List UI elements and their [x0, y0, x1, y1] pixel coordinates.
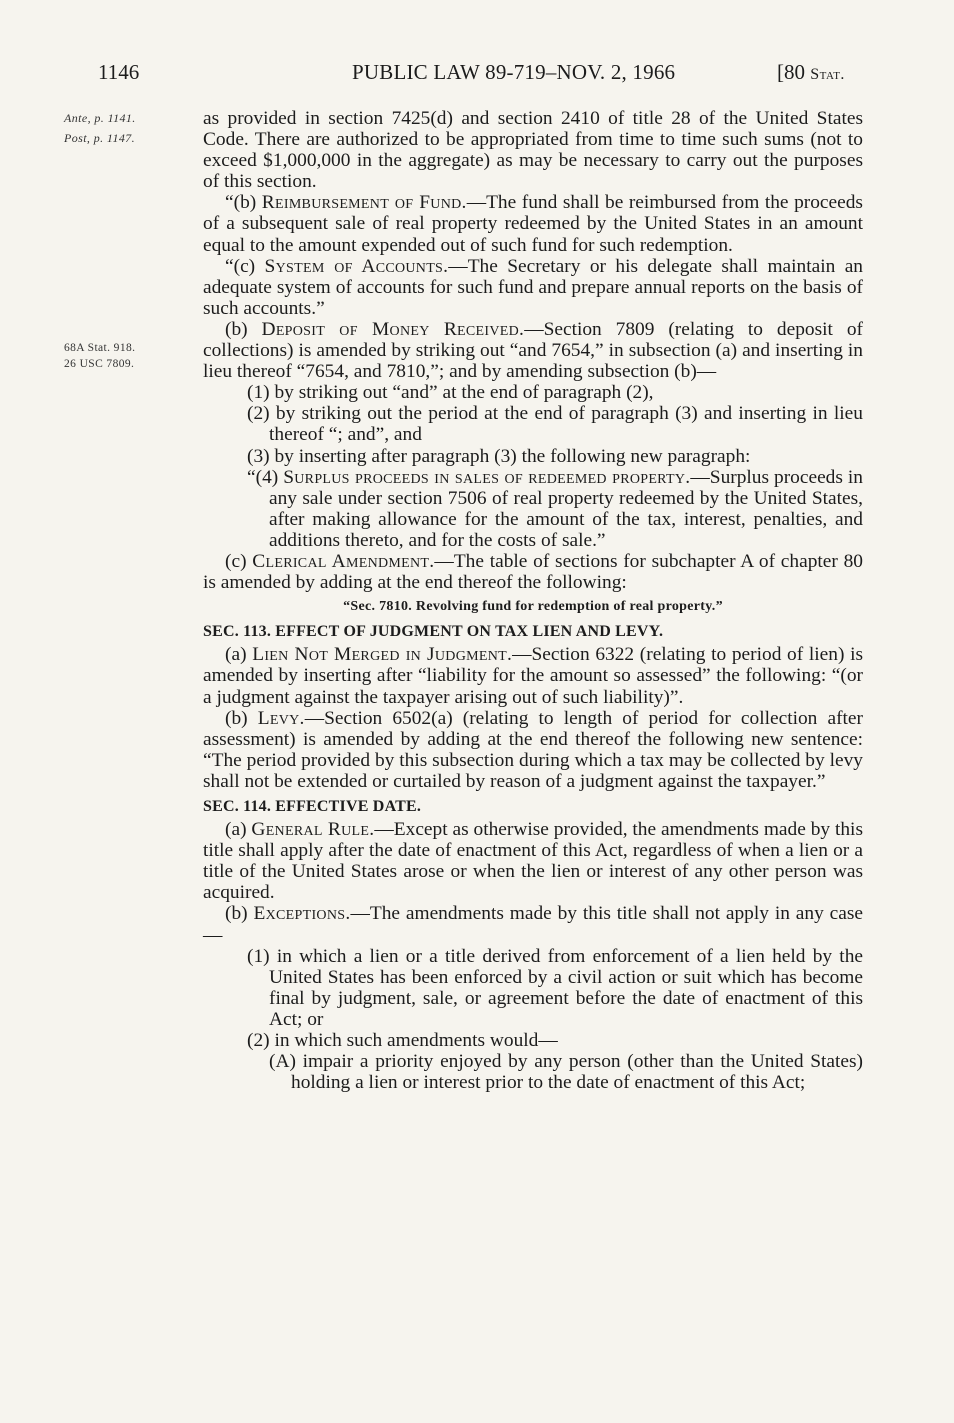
list-item-3: (3) by inserting after paragraph (3) the following new paragraph: [247, 445, 751, 467]
paragraph-heading: General Rule. [251, 819, 375, 841]
paragraph-lead: “(c) [225, 255, 265, 277]
margin-note-ante: Ante, p. 1141. [64, 111, 136, 125]
margin-note-stat: 68A Stat. 918. [64, 342, 136, 354]
paragraph-text: —Section 6502(a) (relating to length of period for collection after assessment) is amended by adding at the end thereof the following new sentence: “The period provided by this subsection during which a tax may be collected by levy shall not be extended or curtailed by reason of a judgment against the taxpayer.” [203, 707, 863, 792]
paragraph-heading: Levy. [257, 707, 305, 729]
paragraph-lead: (a) [225, 819, 252, 841]
paragraph-heading: Clerical Amendment. [252, 550, 435, 572]
exception-item-2: (2) in which such amendments would— [247, 1030, 558, 1052]
page-header [0, 60, 954, 90]
paragraph-lead: (b) [225, 903, 254, 925]
paragraph-heading: System of Accounts. [264, 255, 449, 277]
paragraph-heading: Surplus proceeds in sales of redeemed property. [283, 466, 691, 488]
paragraph-exceptions [203, 903, 863, 945]
volume-prefix: [80 [777, 60, 811, 84]
list-item-1: (1) by striking out “and” at the end of paragraph (2), [247, 382, 654, 404]
margin-note-usc: 26 USC 7809. [64, 358, 135, 370]
paragraph-text: —The amendments made by this title shall not apply in any case— [203, 903, 863, 946]
running-title: PUBLIC LAW 89-719–NOV. 2, 1966 [352, 60, 676, 84]
paragraph-text: —Section 7809 (relating to deposit of collections) is amended by striking out “and 7654,” in subsection (a) and inserting in lieu thereof “7654, and 7810,”; and by amending subsection (b)— [203, 318, 863, 383]
paragraph-lien [203, 644, 863, 707]
paragraph-text: —Section 6322 (relating to period of lien) is amended by inserting after “liability for the amount so assessed” the following: “(or a judgment against the taxpayer arising out of such liability)”. [203, 644, 863, 708]
table-of-sections-entry: “Sec. 7810. Revolving fund for redemption of real property.” [343, 599, 723, 615]
section-heading-113: SEC. 113. EFFECT OF JUDGMENT ON TAX LIEN AND LEVY. [203, 623, 664, 641]
body-text [203, 108, 863, 1093]
paragraph-heading: Exceptions. [253, 903, 351, 925]
margin-note-post: Post, p. 1147. [64, 131, 136, 145]
paragraph-system-of-accounts [203, 256, 863, 319]
exception-item-2a: (A) impair a priority enjoyed by any person (other than the United States) holding a lien or interest prior to the date of enactment of this Act; [269, 1051, 863, 1094]
paragraph-text: —The Secretary or his delegate shall maintain an adequate system of accounts for such fund and prepare annual reports on the basis of such accounts.” [203, 255, 863, 319]
paragraph-clerical [203, 551, 863, 593]
volume-stat: Stat. [810, 66, 845, 83]
list-item-2: (2) by striking out the period at the end of paragraph (3) and inserting in lieu thereof “; and”, and [247, 403, 863, 446]
paragraph-text: —The fund shall be reimbursed from the proceeds of a subsequent sale of real property redeemed by the United States in an amount equal to the amount expended out of such fund for such redemption. [203, 192, 863, 256]
paragraph-heading: Reimbursement of Fund. [261, 192, 467, 214]
paragraph-heading: Deposit of Money Received. [261, 318, 525, 340]
paragraph-lead: “(4) [247, 466, 284, 488]
paragraph-lead: “(b) [225, 192, 262, 214]
paragraph-general-rule [203, 819, 863, 903]
volume-reference [777, 60, 845, 85]
exception-item-1: (1) in which a lien or a title derived from enforcement of a lien held by the United States has been enforced by a civil action or suit which has become final by judgment, sale, or agreement before the date of enactment of this Act; or [247, 945, 863, 1030]
page-number: 1146 [98, 60, 140, 84]
paragraph-lead: (c) [225, 550, 253, 572]
section-heading-114: SEC. 114. EFFECTIVE DATE. [203, 798, 422, 815]
paragraph-text: —Surplus proceeds in any sale under section 7506 of real property redeemed by the United States, after making allowance for the amount of the tax, interest, penalties, and additions thereto, and for the costs of sale.” [269, 466, 863, 551]
paragraph-text: —Except as otherwise provided, the amendments made by this title shall apply after the date of enactment of this Act, regardless of when a lien or a title of the United States arose or when the lien or interest of any other person was acquired. [203, 819, 863, 904]
paragraph-levy [203, 708, 863, 792]
paragraph-reimbursement [203, 192, 863, 255]
paragraph-lead: (b) [225, 707, 258, 729]
paragraph-funds: as provided in section 7425(d) and section 2410 of title 28 of the United States Code. There are authorized to be appropriated from time to time such sums (not to exceed $1,000,000 in the aggregate) as may be necessary to carry out the purposes of this section. [203, 108, 863, 193]
quoted-paragraph-4 [203, 467, 863, 551]
paragraph-deposit [203, 319, 863, 382]
paragraph-lead: (b) [225, 318, 262, 340]
paragraph-lead: (a) [225, 644, 253, 666]
paragraph-text: —The table of sections for subchapter A of chapter 80 is amended by adding at the end thereof the following: [203, 550, 863, 594]
paragraph-heading: Lien Not Merged in Judgment. [252, 644, 513, 666]
